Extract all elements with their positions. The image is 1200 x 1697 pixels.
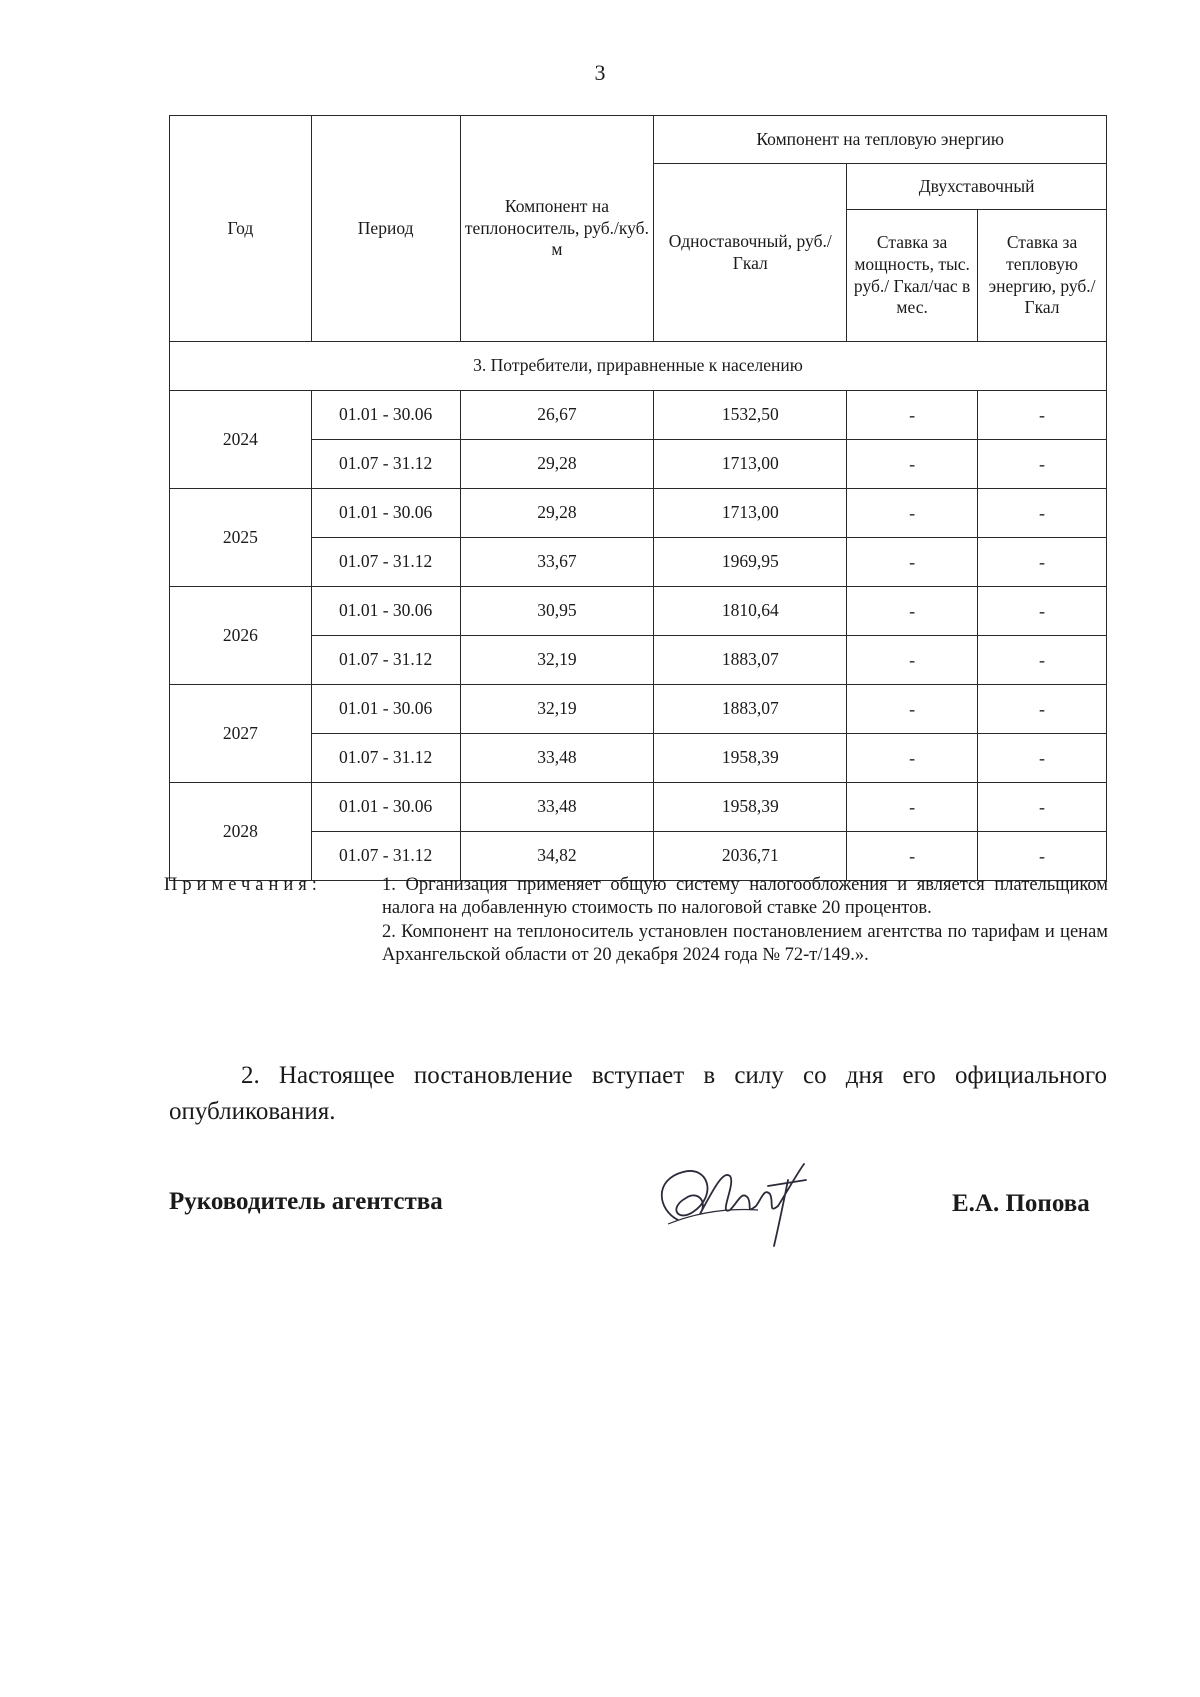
table-row bbox=[170, 391, 1107, 440]
cell-coolant: 33,67 bbox=[460, 538, 654, 587]
cell-period: 01.07 - 31.12 bbox=[311, 636, 460, 685]
cell-period: 01.07 - 31.12 bbox=[311, 440, 460, 489]
cell-single-rate: 2036,71 bbox=[654, 832, 847, 881]
cell-capacity-rate: - bbox=[847, 734, 978, 783]
cell-year: 2024 bbox=[170, 391, 312, 489]
cell-single-rate: 1713,00 bbox=[654, 440, 847, 489]
cell-energy-rate: - bbox=[978, 440, 1107, 489]
signatory-title: Руководитель агентства bbox=[169, 1188, 443, 1215]
notes-block bbox=[164, 874, 1108, 968]
cell-year: 2027 bbox=[170, 685, 312, 783]
cell-period: 01.07 - 31.12 bbox=[311, 832, 460, 881]
cell-coolant: 26,67 bbox=[460, 391, 654, 440]
cell-capacity-rate: - bbox=[847, 685, 978, 734]
cell-single-rate: 1883,07 bbox=[654, 685, 847, 734]
cell-capacity-rate: - bbox=[847, 391, 978, 440]
cell-single-rate: 1958,39 bbox=[654, 783, 847, 832]
cell-energy-rate: - bbox=[978, 391, 1107, 440]
cell-period: 01.07 - 31.12 bbox=[311, 538, 460, 587]
section-title: 3. Потребители, приравненные к населению bbox=[170, 342, 1107, 391]
cell-year: 2028 bbox=[170, 783, 312, 881]
cell-energy-rate: - bbox=[978, 783, 1107, 832]
cell-period: 01.01 - 30.06 bbox=[311, 685, 460, 734]
cell-capacity-rate: - bbox=[847, 783, 978, 832]
handwritten-signature bbox=[638, 1150, 818, 1250]
cell-coolant: 30,95 bbox=[460, 587, 654, 636]
note-item: 1. Организация применяет общую систему налогообложения и является плательщиком налога на добавленную стоимость по налоговой ставке 20 процентов. bbox=[382, 875, 1108, 919]
table-row bbox=[170, 587, 1107, 636]
table-row bbox=[170, 685, 1107, 734]
cell-energy-rate: - bbox=[978, 734, 1107, 783]
cell-period: 01.01 - 30.06 bbox=[311, 783, 460, 832]
cell-coolant: 33,48 bbox=[460, 734, 654, 783]
cell-period: 01.01 - 30.06 bbox=[311, 489, 460, 538]
note-item: 2. Компонент на теплоноситель установлен постановлением агентства по тарифам и ценам Архангельской области от 20 декабря 2024 года № 72-т/149.». bbox=[382, 921, 1108, 966]
cell-coolant: 33,48 bbox=[460, 783, 654, 832]
signatory-name: Е.А. Попова bbox=[952, 1190, 1090, 1217]
notes-label: Примечания: bbox=[164, 875, 322, 895]
cell-coolant: 32,19 bbox=[460, 636, 654, 685]
cell-energy-rate: - bbox=[978, 489, 1107, 538]
cell-capacity-rate: - bbox=[847, 440, 978, 489]
cell-single-rate: 1532,50 bbox=[654, 391, 847, 440]
header-period: Период bbox=[311, 116, 460, 342]
header-year: Год bbox=[170, 116, 312, 342]
cell-capacity-rate: - bbox=[847, 489, 978, 538]
cell-year: 2026 bbox=[170, 587, 312, 685]
cell-energy-rate: - bbox=[978, 636, 1107, 685]
cell-year: 2025 bbox=[170, 489, 312, 587]
cell-coolant: 29,28 bbox=[460, 440, 654, 489]
tariff-body bbox=[170, 391, 1107, 881]
cell-coolant: 29,28 bbox=[460, 489, 654, 538]
cell-energy-rate: - bbox=[978, 685, 1107, 734]
header-heat-component: Компонент на тепловую энергию bbox=[654, 116, 1107, 164]
cell-capacity-rate: - bbox=[847, 832, 978, 881]
cell-single-rate: 1958,39 bbox=[654, 734, 847, 783]
cell-single-rate: 1713,00 bbox=[654, 489, 847, 538]
cell-single-rate: 1969,95 bbox=[654, 538, 847, 587]
effective-date-paragraph: 2. Настоящее постановление вступает в силу со дня его официального опубликования. bbox=[169, 1062, 1107, 1126]
table-row bbox=[170, 489, 1107, 538]
cell-single-rate: 1883,07 bbox=[654, 636, 847, 685]
table-row bbox=[170, 783, 1107, 832]
cell-energy-rate: - bbox=[978, 587, 1107, 636]
header-two-rate: Двухставочный bbox=[847, 164, 1107, 210]
header-capacity-rate: Ставка за мощность, тыс. руб./ Гкал/час в мес. bbox=[847, 210, 978, 342]
cell-energy-rate: - bbox=[978, 538, 1107, 587]
page-number: 3 bbox=[594, 60, 606, 85]
cell-period: 01.01 - 30.06 bbox=[311, 587, 460, 636]
header-coolant-component: Компонент на теплоноситель, руб./куб. м bbox=[460, 116, 654, 342]
cell-capacity-rate: - bbox=[847, 538, 978, 587]
cell-capacity-rate: - bbox=[847, 587, 978, 636]
header-single-rate: Одноставочный, руб./Гкал bbox=[654, 164, 847, 342]
cell-period: 01.01 - 30.06 bbox=[311, 391, 460, 440]
cell-energy-rate: - bbox=[978, 832, 1107, 881]
cell-capacity-rate: - bbox=[847, 636, 978, 685]
header-energy-rate: Ставка за тепловую энергию, руб./Гкал bbox=[978, 210, 1107, 342]
tariff-table bbox=[169, 115, 1107, 881]
cell-coolant: 34,82 bbox=[460, 832, 654, 881]
cell-coolant: 32,19 bbox=[460, 685, 654, 734]
cell-single-rate: 1810,64 bbox=[654, 587, 847, 636]
cell-period: 01.07 - 31.12 bbox=[311, 734, 460, 783]
